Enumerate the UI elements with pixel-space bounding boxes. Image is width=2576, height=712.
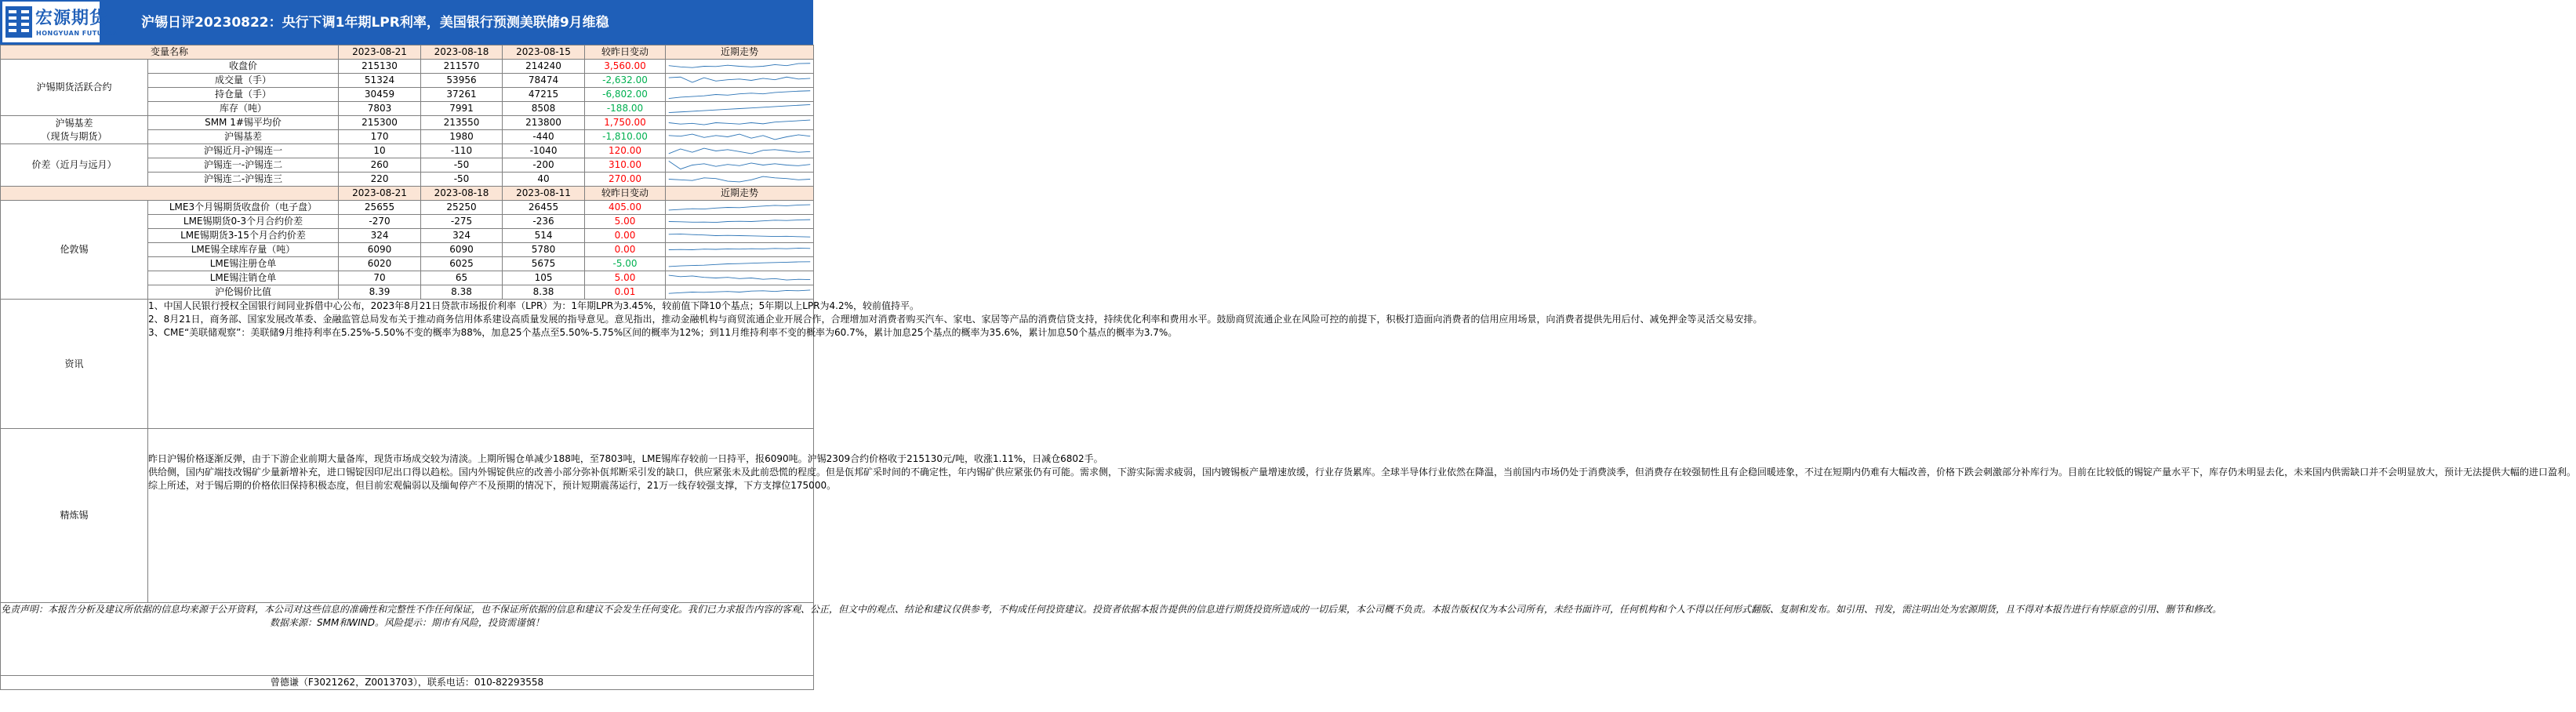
variable-name: 沪伦锡价比值 (148, 285, 339, 300)
change-cell: 270.00 (585, 173, 666, 187)
sparkline (666, 116, 813, 129)
value-cell: -110 (421, 144, 503, 158)
value-cell: 8.38 (503, 285, 585, 300)
group-name: 价差（近月与远月） (31, 159, 117, 170)
sparkline (666, 74, 813, 87)
value-cell: 70 (339, 271, 421, 285)
value-cell: 30459 (339, 88, 421, 102)
variable-name: 沪锡连二-沪锡连三 (148, 173, 339, 187)
trend-cell (666, 158, 814, 173)
change-cell: 0.00 (585, 243, 666, 257)
analysis-label: 精炼锡 (1, 429, 148, 603)
variable-name: 沪锡近月-沪锡连一 (148, 144, 339, 158)
variable-name: LME锡期货0-3个月合约价差 (148, 215, 339, 229)
analysis-paragraph: 供给侧，国内矿端技改锡矿少量新增补充，进口锡锭因印尼出口得以趋松。国内外锡锭供应的改善小部分弥补佤邦断采引发的缺口，供应紧张未及此前恐慌的程度。但是佤邦矿采时间的不确定性，年内锡矿供应紧张仍有可能。需求侧，下游实际需求疲弱，国内镀锡板产量增速放缓，行业存货累库。全球半导体行业依然在降温，当前国内市场仍处于消费淡季，但消费存在较强韧性且有企稳回暖迹象，不过在短期内仍难有大幅改善，价格下跌会刺激部分补库行为。目前在比较低的锡锭产量水平下，库存仍未明显去化，未来国内供需缺口并不会明显放大，预计无法提供大幅的进口盈利。 (148, 467, 2576, 478)
analysis-paragraph: 昨日沪锡价格逐渐反弹，由于下游企业前期大量备库，现货市场成交较为清淡。上期所锡仓单减少188吨，至7803吨，LME锡库存较前一日持平，报6090吨。沪锡2309合约价格收于215130元/吨，收涨1.11%，日减仓6802手。 (148, 453, 1103, 464)
trend-cell (666, 102, 814, 116)
variable-name: LME锡注册仓单 (148, 257, 339, 271)
sparkline-path (669, 148, 810, 154)
change-cell: -2,632.00 (585, 74, 666, 88)
sparkline-path (669, 248, 810, 249)
trend-cell (666, 144, 814, 158)
trend-cell (666, 201, 814, 215)
sparkline-path (669, 134, 810, 140)
value-cell: 8.39 (339, 285, 421, 300)
value-cell: 260 (339, 158, 421, 173)
sparkline (666, 285, 813, 299)
value-cell: -200 (503, 158, 585, 173)
trend-cell (666, 88, 814, 102)
trend-cell (666, 116, 814, 130)
value-cell: 324 (421, 229, 503, 243)
report-title: 沪锡日评20230822：央行下调1年期LPR利率，美国银行预测美联储9月维稳 (141, 15, 609, 31)
sparkline-path (669, 64, 810, 67)
group-name: 沪锡期货活跃合约 (36, 82, 112, 93)
sparkline-path (669, 290, 810, 293)
sparkline-path (669, 220, 810, 222)
sparkline-path (669, 262, 810, 267)
logo-english-name: HONGYUAN FUTURES (36, 30, 118, 37)
sparkline (666, 229, 813, 242)
value-cell: 220 (339, 173, 421, 187)
column-header: 2023-08-21 (339, 45, 421, 60)
variable-name: 持仓量（手） (148, 88, 339, 102)
column-header: 2023-08-11 (503, 187, 585, 201)
change-cell: 0.01 (585, 285, 666, 300)
variable-name: LME锡期货3-15个月合约价差 (148, 229, 339, 243)
trend-cell (666, 173, 814, 187)
column-header (1, 187, 339, 201)
change-cell: 1,750.00 (585, 116, 666, 130)
value-cell: 37261 (421, 88, 503, 102)
value-cell: 213800 (503, 116, 585, 130)
sparkline-path (669, 91, 810, 99)
variable-name: 收盘价 (148, 60, 339, 74)
value-cell: 211570 (421, 60, 503, 74)
sparkline-path (669, 161, 810, 169)
value-cell: 40 (503, 173, 585, 187)
report-table (0, 45, 2576, 690)
analysis-row (1, 429, 814, 603)
value-cell: -236 (503, 215, 585, 229)
change-cell: -6,802.00 (585, 88, 666, 102)
value-cell: 214240 (503, 60, 585, 74)
value-cell: 25655 (339, 201, 421, 215)
value-cell: 105 (503, 271, 585, 285)
change-cell: 310.00 (585, 158, 666, 173)
hongyuan-logo-icon (5, 6, 32, 38)
variable-name: LME锡全球库存量（吨） (148, 243, 339, 257)
change-cell: -1,810.00 (585, 130, 666, 144)
analysis-paragraph: 综上所述，对于锡后期的价格依旧保持积极态度，但目前宏观偏弱以及缅甸停产不及预期的情况下，预计短期震荡运行，21万一线存较强支撑，下方支撑位175000。 (148, 480, 837, 491)
value-cell: 53956 (421, 74, 503, 88)
sparkline (666, 271, 813, 285)
column-header: 2023-08-15 (503, 45, 585, 60)
value-cell: 25250 (421, 201, 503, 215)
value-cell: 65 (421, 271, 503, 285)
value-cell: -50 (421, 173, 503, 187)
group-label (1, 116, 148, 144)
variable-name: 库存（吨） (148, 102, 339, 116)
value-cell: -275 (421, 215, 503, 229)
trend-cell (666, 229, 814, 243)
sparkline (666, 215, 813, 228)
change-cell: -5.00 (585, 257, 666, 271)
analyst-signature: 曾德谦（F3021262，Z0013703），联系电话：010-82293558 (1, 676, 814, 690)
column-header: 近期走势 (666, 45, 814, 60)
header-row (1, 45, 814, 60)
trend-cell (666, 285, 814, 300)
group-label (1, 144, 148, 187)
column-header: 2023-08-18 (421, 187, 503, 201)
trend-cell (666, 243, 814, 257)
sparkline-path (669, 176, 810, 182)
trend-cell (666, 130, 814, 144)
change-cell: 405.00 (585, 201, 666, 215)
value-cell: 1980 (421, 130, 503, 144)
variable-name: LME锡注销仓单 (148, 271, 339, 285)
news-item: 2、8月21日，商务部、国家发展改革委、金融监管总局发布关于推动商务信用体系建设高质量发展的指导意见。意见指出，推动金融机构与商贸流通企业开展合作，合理增加对消费者购买汽车、家电、家居等产品的消费信贷支持，持续优化利率和费用水平。鼓励商贸流通企业在风险可控的前提下，积极打造面向消费者的信用应用场景，向消费者提供先用后付、减免押金等灵活交易安排。 (148, 314, 1763, 325)
sparkline (666, 257, 813, 271)
header-row (1, 187, 814, 201)
sparkline-path (669, 77, 810, 82)
value-cell: 6090 (339, 243, 421, 257)
trend-cell (666, 60, 814, 74)
value-cell: 10 (339, 144, 421, 158)
news-content (148, 300, 1763, 429)
group-label: 伦敦锡 (1, 201, 148, 300)
value-cell: 7803 (339, 102, 421, 116)
sparkline (666, 243, 813, 256)
change-cell: 5.00 (585, 271, 666, 285)
trend-cell (666, 74, 814, 88)
sparkline-path (669, 234, 810, 237)
news-label: 资讯 (1, 300, 148, 429)
news-item: 1、中国人民银行授权全国银行间同业拆借中心公布，2023年8月21日贷款市场报价利率（LPR）为：1年期LPR为3.45%，较前值下降10个基点；5年期以上LPR为4.2%，较前值持平。 (148, 300, 920, 311)
value-cell: -50 (421, 158, 503, 173)
sparkline-path (669, 205, 810, 210)
company-logo (2, 2, 118, 42)
sparkline (666, 144, 813, 158)
value-cell: 26455 (503, 201, 585, 215)
logo-chinese-name: 宏源期货 (35, 9, 108, 28)
signature-row (1, 676, 814, 690)
sparkline (666, 60, 813, 73)
variable-name: SMM 1#锡平均价 (148, 116, 339, 130)
analysis-content (148, 429, 2576, 603)
value-cell: 6020 (339, 257, 421, 271)
value-cell: 215300 (339, 116, 421, 130)
sparkline (666, 88, 813, 101)
variable-name: 成交量（手） (148, 74, 339, 88)
sparkline (666, 173, 813, 186)
change-cell: 5.00 (585, 215, 666, 229)
sparkline-path (669, 120, 810, 125)
value-cell: -1040 (503, 144, 585, 158)
table-row (1, 201, 814, 215)
data-source: 数据来源：SMM和WIND。风险提示：期市有风险，投资需谨慎！ (270, 617, 544, 628)
news-item: 3、CME“美联储观察”：美联储9月维持利率在5.25%-5.50%不变的概率为88%，加息25个基点至5.50%-5.75%区间的概率为12%；到11月维持利率不变的概率为60.7%，累计加息25个基点的概率为35.6%，累计加息50个基点的概率为3.7%。 (148, 327, 1178, 338)
value-cell: 514 (503, 229, 585, 243)
table-row (1, 116, 814, 130)
group-subname: （现货与期货） (41, 130, 107, 142)
value-cell: 7991 (421, 102, 503, 116)
disclaimer-text: 免责声明：本报告分析及建议所依据的信息均来源于公开资料，本公司对这些信息的准确性和完整性不作任何保证，也不保证所依据的信息和建议不会发生任何变化。我们已力求报告内容的客观、公正，但文中的观点、结论和建议仅供参考，不构成任何投资建议。投资者依据本报告提供的信息进行期货投资所造成的一切后果，本公司概不负责。本报告版权仅为本公司所有，未经书面许可，任何机构和个人不得以任何形式翻版、复制和发布。如引用、刊发，需注明出处为宏源期货，且不得对本报告进行有悖原意的引用、删节和修改。 (1, 604, 2222, 615)
disclaimer-row (1, 603, 814, 676)
disclaimer (1, 603, 2222, 676)
variable-name: 沪锡连一-沪锡连二 (148, 158, 339, 173)
column-header: 2023-08-21 (339, 187, 421, 201)
column-header: 较昨日变动 (585, 187, 666, 201)
value-cell: 6025 (421, 257, 503, 271)
sparkline-path (669, 275, 810, 280)
sparkline (666, 158, 813, 172)
value-cell: 8.38 (421, 285, 503, 300)
trend-cell (666, 215, 814, 229)
value-cell: 5675 (503, 257, 585, 271)
change-cell: 3,560.00 (585, 60, 666, 74)
column-header: 较昨日变动 (585, 45, 666, 60)
value-cell: -270 (339, 215, 421, 229)
value-cell: 51324 (339, 74, 421, 88)
sparkline (666, 102, 813, 115)
column-header: 2023-08-18 (421, 45, 503, 60)
change-cell: 0.00 (585, 229, 666, 243)
value-cell: 8508 (503, 102, 585, 116)
column-header: 近期走势 (666, 187, 814, 201)
value-cell: 215130 (339, 60, 421, 74)
value-cell: 5780 (503, 243, 585, 257)
value-cell: 213550 (421, 116, 503, 130)
sparkline (666, 130, 813, 143)
table-row (1, 60, 814, 74)
change-cell: -188.00 (585, 102, 666, 116)
trend-cell (666, 257, 814, 271)
sparkline (666, 201, 813, 214)
change-cell: 120.00 (585, 144, 666, 158)
value-cell: 170 (339, 130, 421, 144)
group-label (1, 60, 148, 116)
value-cell: 78474 (503, 74, 585, 88)
group-name: 沪锡基差 (55, 117, 93, 129)
sparkline-path (669, 104, 810, 112)
news-row (1, 300, 814, 429)
variable-name: LME3个月锡期货收盘价（电子盘） (148, 201, 339, 215)
table-row (1, 144, 814, 158)
report-header (0, 0, 813, 45)
value-cell: 324 (339, 229, 421, 243)
variable-name: 沪锡基差 (148, 130, 339, 144)
value-cell: 6090 (421, 243, 503, 257)
column-header: 变量名称 (1, 45, 339, 60)
trend-cell (666, 271, 814, 285)
value-cell: -440 (503, 130, 585, 144)
value-cell: 47215 (503, 88, 585, 102)
